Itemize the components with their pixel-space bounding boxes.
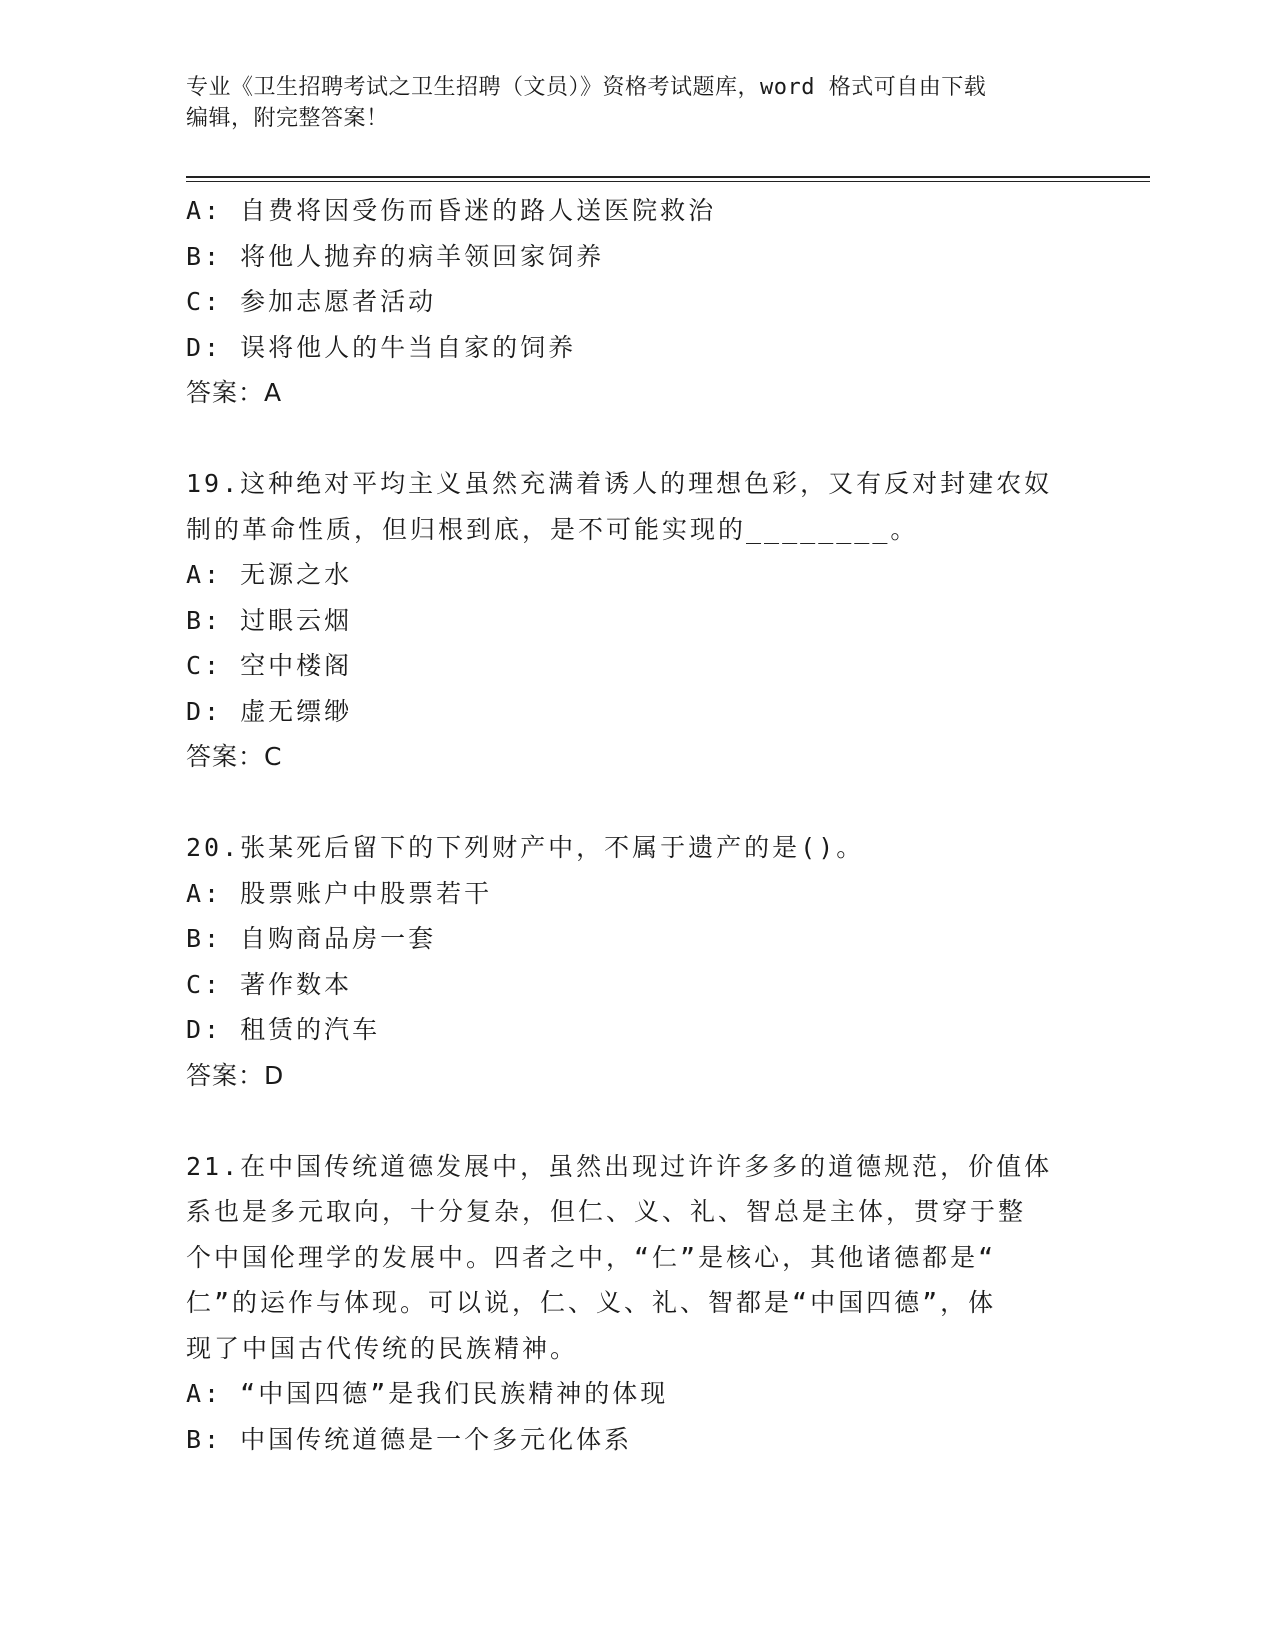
question-text-line: 系也是多元取向，十分复杂，但仁、义、礼、智总是主体，贯穿于整 — [186, 1197, 1027, 1226]
question-text-line: 19.这种绝对平均主义虽然充满着诱人的理想色彩，又有反对封建农奴 — [186, 469, 1053, 498]
question-text-line: 20.张某死后留下的下列财产中，不属于遗产的是()。 — [186, 833, 865, 862]
spacer — [186, 416, 1086, 462]
question-20 — [186, 825, 1086, 1098]
option-b: B: 中国传统道德是一个多元化体系 — [186, 1424, 633, 1454]
option-a: A: 股票账户中股票若干 — [186, 878, 493, 908]
header-line-2: 编辑，附完整答案！ — [186, 106, 389, 131]
option-a: A: “中国四德”是我们民族精神的体现 — [186, 1379, 669, 1408]
question-text-line: 现了中国古代传统的民族精神。 — [186, 1333, 579, 1363]
question-text-line: 仁”的运作与体现。可以说，仁、义、礼、智都是“中国四德”，体 — [186, 1288, 997, 1317]
answer-line: 答案：C — [186, 742, 283, 771]
document-header — [186, 72, 1066, 134]
option-c: C: 著作数本 — [186, 969, 353, 999]
question-18 — [186, 188, 1086, 416]
option-b: B: 自购商品房一套 — [186, 924, 437, 953]
option-b: B: 将他人抛弃的病羊领回家饲养 — [186, 241, 605, 271]
header-divider-thin — [186, 181, 1150, 182]
question-text — [186, 825, 1086, 871]
question-text-line: 个中国伦理学的发展中。四者之中，“仁”是核心，其他诸德都是“ — [186, 1242, 997, 1272]
spacer — [186, 780, 1086, 826]
header-divider-thick — [186, 176, 1150, 178]
option-d: D: 虚无缥缈 — [186, 696, 353, 726]
option-d: D: 误将他人的牛当自家的饲养 — [186, 332, 577, 362]
question-text — [186, 461, 1086, 552]
option-d: D: 租赁的汽车 — [186, 1015, 381, 1044]
option-a: A: 无源之水 — [186, 560, 353, 589]
option-a: A: 自费将因受伤而昏迷的路人送医院救治 — [186, 196, 717, 225]
spacer — [186, 1098, 1086, 1144]
question-text — [186, 1144, 1086, 1372]
header-line-1: 专业《卫生招聘考试之卫生招聘（文员）》资格考试题库，word 格式可自由下载 — [186, 75, 987, 100]
answer-line: 答案：A — [186, 378, 283, 407]
question-text-line: 制的革命性质，但归根到底，是不可能实现的________。 — [186, 514, 919, 544]
question-21 — [186, 1144, 1086, 1463]
question-19 — [186, 461, 1086, 780]
question-text-line: 21.在中国传统道德发展中，虽然出现过许许多多的道德规范，价值体 — [186, 1151, 1053, 1181]
question-content — [186, 188, 1086, 1462]
option-c: C: 空中楼阁 — [186, 651, 353, 680]
answer-line: 答案：D — [186, 1060, 285, 1090]
option-c: C: 参加志愿者活动 — [186, 287, 437, 316]
option-b: B: 过眼云烟 — [186, 605, 353, 635]
